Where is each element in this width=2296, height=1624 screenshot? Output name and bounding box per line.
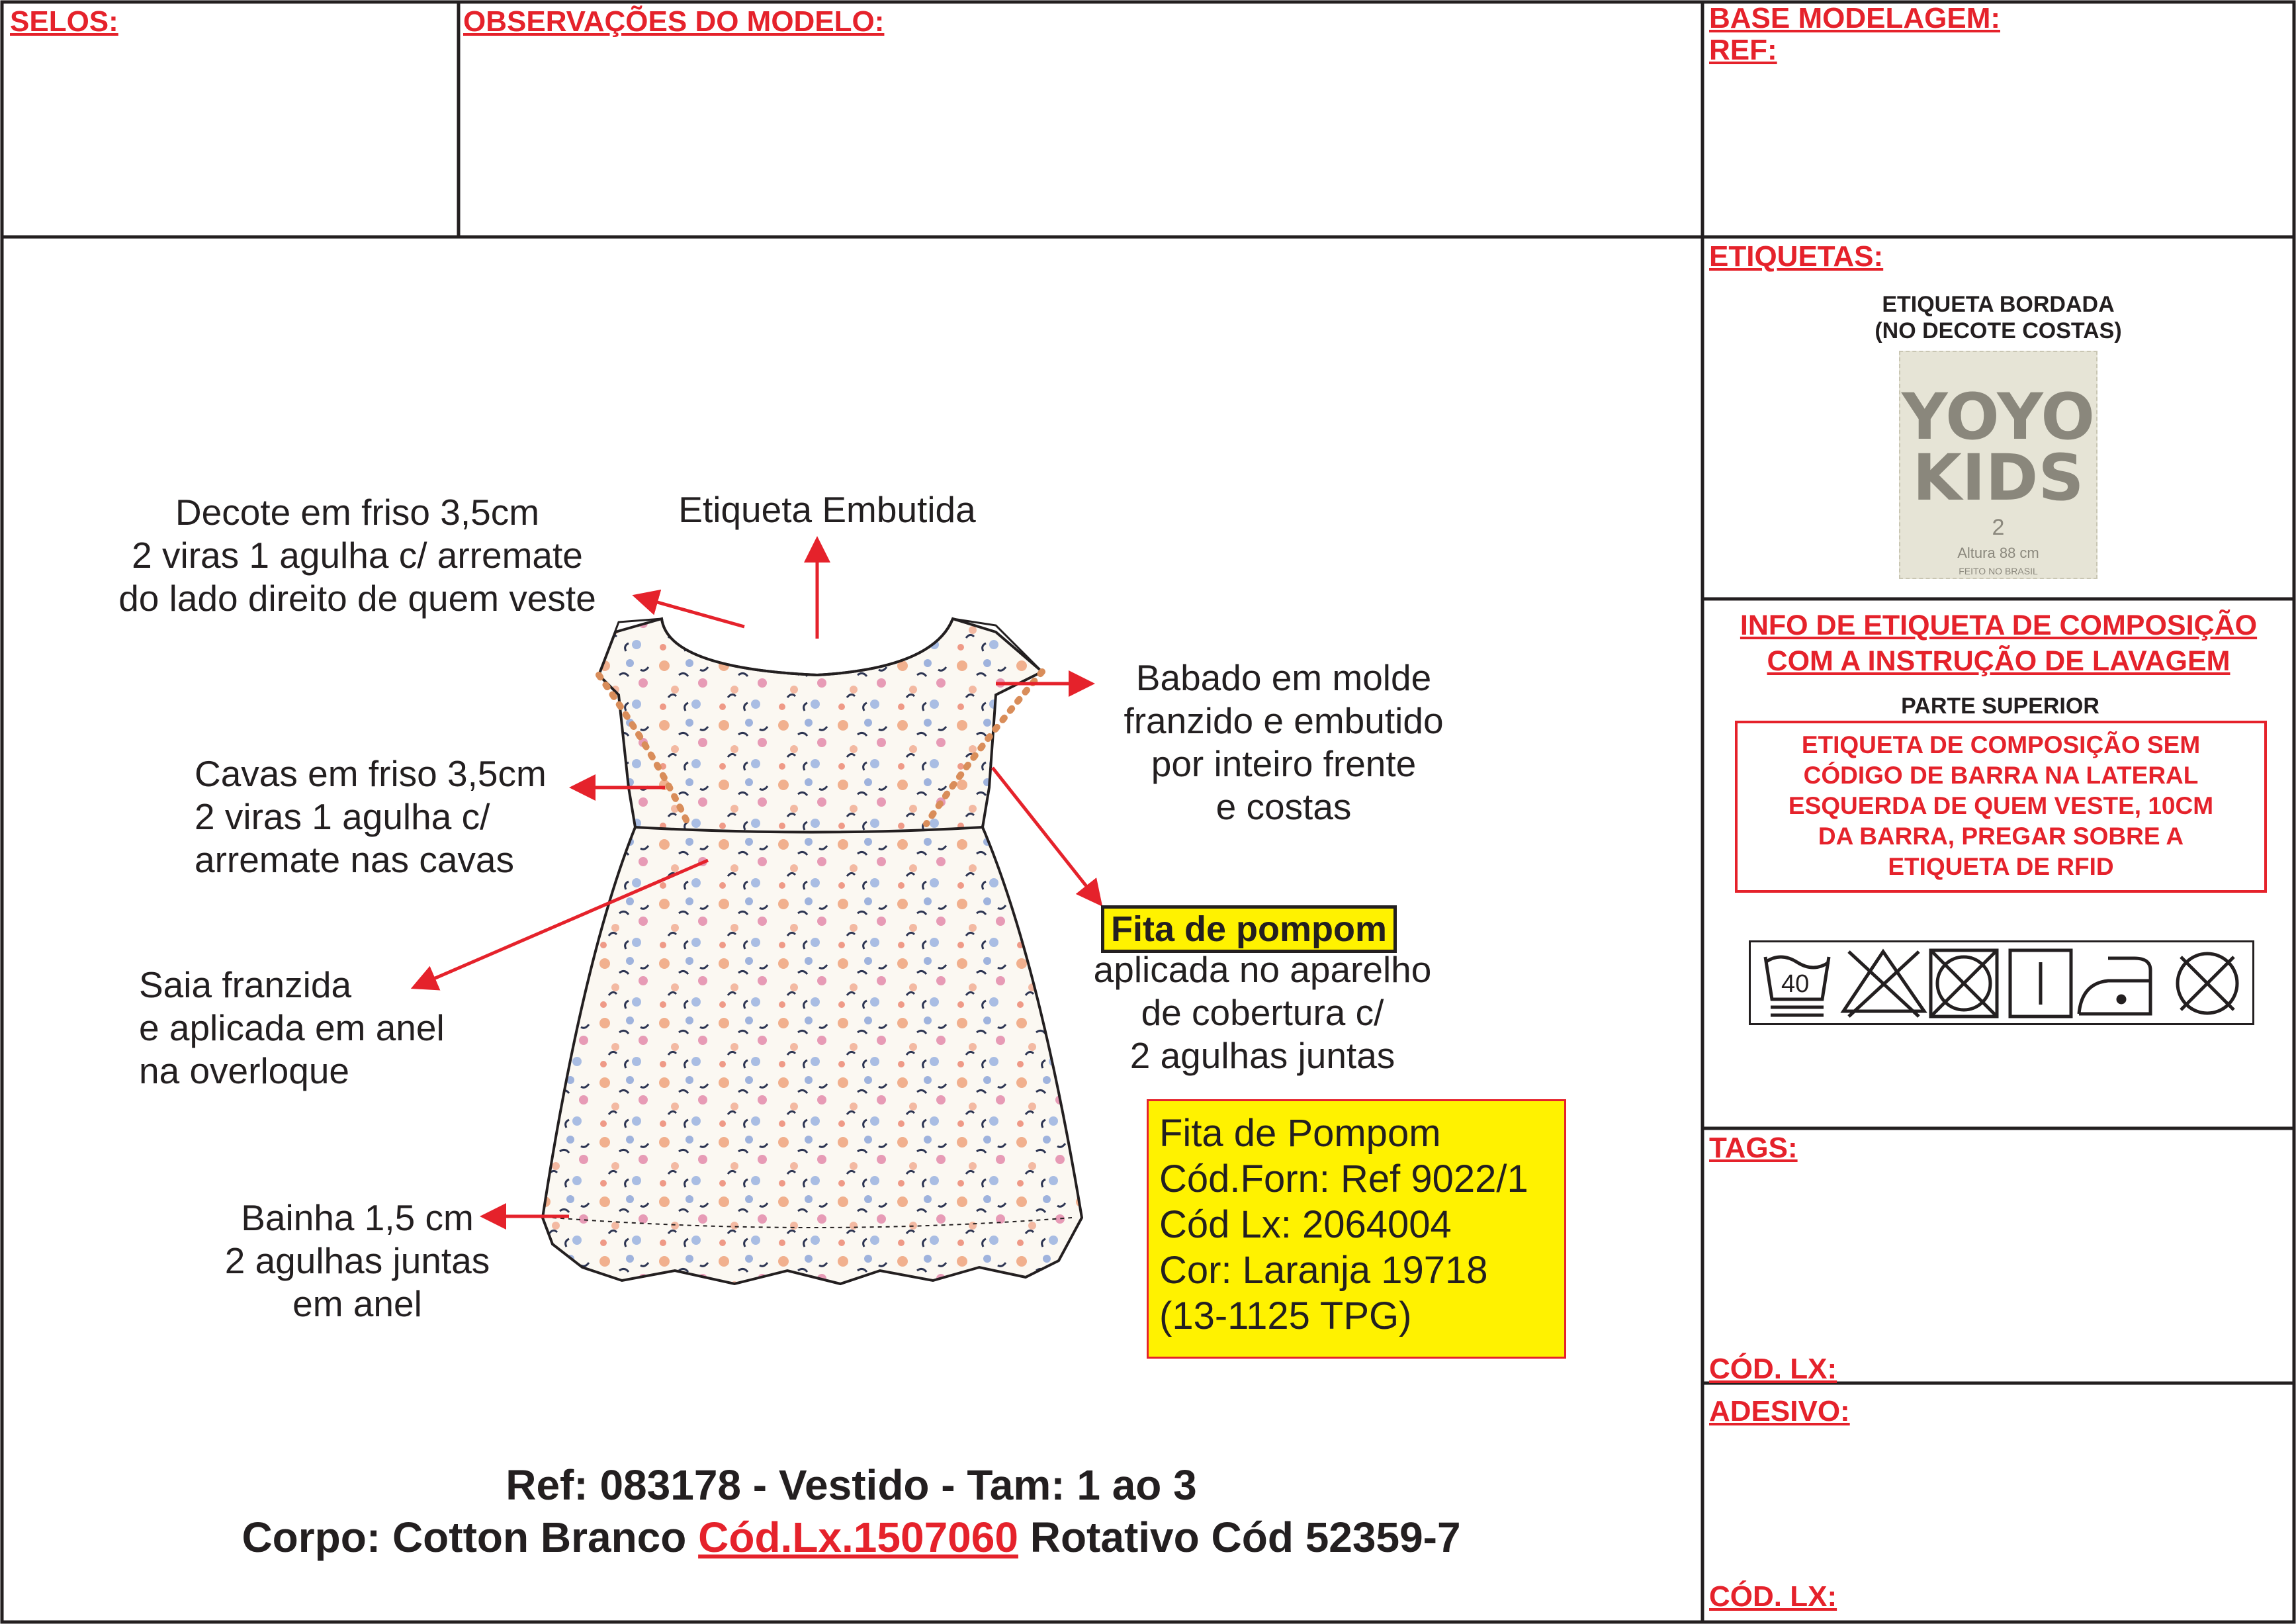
pompom-note bbox=[1064, 948, 1461, 1077]
tags-label: TAGS: bbox=[1709, 1132, 1798, 1164]
etiqueta-bordada-line2: (NO DECOTE COSTAS) bbox=[1875, 318, 2122, 343]
label-height: Altura 88 cm bbox=[1957, 545, 2039, 561]
trim-line4: Cor: Laranja 19718 bbox=[1159, 1249, 1488, 1292]
saia-line3: na overloque bbox=[139, 1050, 350, 1091]
babado-line4: e costas bbox=[1215, 786, 1352, 827]
arrow-pompom bbox=[993, 768, 1098, 901]
bainha-line2: 2 agulhas juntas bbox=[224, 1240, 490, 1281]
pompom-line1: aplicada no aparelho bbox=[1093, 949, 1432, 990]
bainha-line1: Bainha 1,5 cm bbox=[241, 1197, 474, 1238]
info-title-line2: COM A INSTRUÇÃO DE LAVAGEM bbox=[1767, 645, 2230, 677]
decote-line1: Decote em friso 3,5cm bbox=[175, 492, 540, 533]
arrow-decote bbox=[639, 597, 744, 627]
trim-line3: Cód Lx: 2064004 bbox=[1159, 1203, 1452, 1246]
footer-corpo-suffix: Rotativo Cód 52359-7 bbox=[1030, 1513, 1461, 1561]
babado-line3: por inteiro frente bbox=[1151, 743, 1417, 784]
observacoes-label: OBSERVAÇÕES DO MODELO: bbox=[463, 5, 885, 38]
trim-line5: (13-1125 TPG) bbox=[1159, 1294, 1412, 1337]
adesivo-cod-lx-label: CÓD. LX: bbox=[1709, 1580, 1837, 1613]
composicao-line4: DA BARRA, PREGAR SOBRE A bbox=[1818, 823, 2184, 850]
composicao-line1: ETIQUETA DE COMPOSIÇÃO SEM bbox=[1801, 731, 2201, 758]
pompom-line3: 2 agulhas juntas bbox=[1129, 1035, 1395, 1076]
adesivo-label: ADESIVO: bbox=[1709, 1395, 1850, 1427]
decote-line3: do lado direito de quem veste bbox=[118, 578, 596, 619]
saia-line2: e aplicada em anel bbox=[139, 1007, 445, 1048]
ref-label: REF: bbox=[1709, 34, 1777, 66]
base-modelagem-label: BASE MODELAGEM: bbox=[1709, 2, 2000, 34]
trim-line1: Fita de Pompom bbox=[1159, 1112, 1441, 1155]
trim-info-box bbox=[1147, 1099, 1566, 1359]
cavas-note bbox=[195, 752, 547, 881]
footer-cod-link[interactable]: Cód.Lx.1507060 bbox=[698, 1513, 1018, 1561]
cavas-line3: arremate nas cavas bbox=[195, 839, 514, 880]
etiqueta-embutida-note: Etiqueta Embutida bbox=[678, 489, 976, 530]
cavas-line2: 2 viras 1 agulha c/ bbox=[195, 796, 490, 837]
footer-corpo bbox=[0, 1511, 1702, 1563]
label-size: 2 bbox=[1992, 515, 2005, 540]
composicao-line5: ETIQUETA DE RFID bbox=[1888, 853, 2114, 880]
label-brand-line1: YOYO bbox=[1902, 380, 2095, 454]
babado-line1: Babado em molde bbox=[1135, 657, 1432, 698]
label-brand-line2: KIDS bbox=[1912, 441, 2084, 515]
parte-superior-label: PARTE SUPERIOR bbox=[1901, 694, 2099, 719]
svg-text:40: 40 bbox=[1781, 970, 1810, 998]
bainha-note bbox=[192, 1196, 523, 1326]
saia-note bbox=[139, 964, 445, 1093]
babado-note bbox=[1085, 656, 1482, 829]
composicao-line3: ESQUERDA DE QUEM VESTE, 10CM bbox=[1788, 792, 2214, 819]
footer-corpo-prefix: Corpo: Cotton Branco bbox=[242, 1513, 687, 1561]
etiquetas-label: ETIQUETAS: bbox=[1709, 240, 1884, 273]
babado-line2: franzido e embutido bbox=[1124, 700, 1444, 741]
saia-line1: Saia franzida bbox=[139, 964, 352, 1005]
info-title-line1: INFO DE ETIQUETA DE COMPOSIÇÃO bbox=[1740, 609, 2258, 641]
tags-cod-lx-label: CÓD. LX: bbox=[1709, 1353, 1837, 1385]
trim-line2: Cód.Forn: Ref 9022/1 bbox=[1159, 1157, 1528, 1200]
bainha-line3: em anel bbox=[292, 1283, 422, 1324]
footer-ref: Ref: 083178 - Vestido - Tam: 1 ao 3 bbox=[506, 1461, 1197, 1509]
fita-pompom-highlight: Fita de pompom bbox=[1101, 905, 1397, 953]
cavas-line1: Cavas em friso 3,5cm bbox=[195, 753, 547, 794]
label-made: FEITO NO BRASIL bbox=[1959, 566, 2038, 576]
composicao-line2: CÓDIGO DE BARRA NA LATERAL bbox=[1803, 762, 2199, 789]
selos-label: SELOS: bbox=[10, 5, 118, 38]
pompom-line2: de cobertura c/ bbox=[1141, 992, 1384, 1033]
decote-line2: 2 viras 1 agulha c/ arremate bbox=[132, 535, 583, 576]
etiqueta-bordada-line1: ETIQUETA BORDADA bbox=[1882, 292, 2115, 317]
decote-note bbox=[93, 491, 622, 620]
